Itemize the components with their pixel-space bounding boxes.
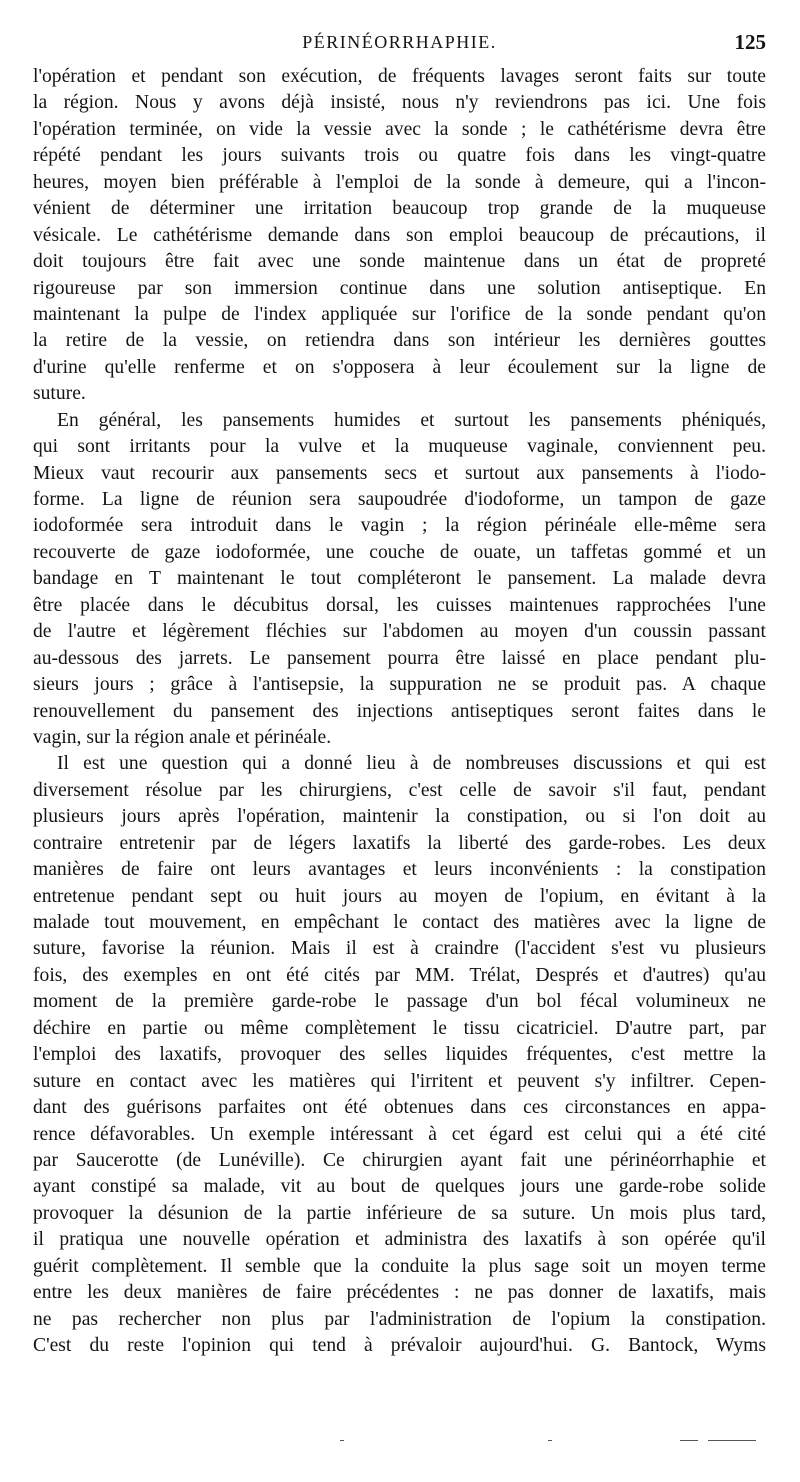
text-line: vésicale. Le cathétérisme demande dans son emploi beaucoup de précautions, il [33, 224, 766, 246]
text-line: forme. La ligne de réunion sera saupoudrée d'iodoforme, un tampon de gaze [33, 489, 766, 510]
text-line: heures, moyen bien préférable à l'emploi de la sonde à demeure, qui a l'incon- [33, 171, 766, 193]
text-line: qui sont irritants pour la vulve et la muqueuse vaginale, conviennent peu. [33, 436, 766, 458]
footer-mark [708, 1440, 756, 1441]
text-line: moment de la première garde-robe le passage d'un bol fécal volumineux ne [33, 991, 766, 1013]
text-line: rence défavorables. Un exemple intéressant à cet égard est celui qui a été cité [33, 1123, 766, 1145]
text-line: contraire entretenir par de légers laxatifs la liberté des garde-robes. Les deux [33, 832, 766, 854]
text-line: d'urine qu'elle renferme et on s'opposera à leur écoulement sur la ligne de [33, 356, 766, 378]
footer-printing-marks [0, 1440, 800, 1450]
text-line: malade tout mouvement, en empêchant le contact des matières avec la ligne de [33, 912, 766, 933]
paragraph [33, 408, 766, 752]
text-line: provoquer la désunion de la partie inférieure de sa suture. Un mois plus tard, [33, 1202, 766, 1224]
text-line: l'emploi des laxatifs, provoquer des selles liquides fréquentes, c'est mettre la [33, 1044, 766, 1066]
text-line: vagin, sur la région anale et périnéale. [33, 726, 332, 748]
text-line: de l'autre et légèrement fléchies sur l'abdomen au moyen d'un coussin passant [33, 621, 766, 643]
body-text [33, 64, 766, 1359]
text-line: l'opération et pendant son exécution, de fréquents lavages seront faits sur toute [33, 66, 766, 87]
page-number: 125 [734, 30, 766, 54]
text-line: bandage en T maintenant le tout compléteront le pansement. La malade devra [33, 568, 766, 590]
footer-mark [548, 1440, 552, 1441]
text-line: plusieurs jours après l'opération, maintenir la constipation, ou si l'on doit au [33, 806, 766, 828]
text-line: répété pendant les jours suivants trois ou quatre fois dans les vingt-quatre [33, 145, 766, 167]
running-title: PÉRINÉORRHAPHIE. [302, 32, 497, 52]
footer-mark [680, 1440, 698, 1441]
text-line: être placée dans le décubitus dorsal, les cuisses maintenues rapprochées l'une [33, 594, 766, 616]
text-line: par Saucerotte (de Lunéville). Ce chirurgien ayant fait une périnéorrhaphie et [33, 1149, 766, 1171]
text-line: au-dessous des jarrets. Le pansement pourra être laissé en place pendant plu- [33, 647, 766, 669]
text-line: En général, les pansements humides et surtout les pansements phéniqués, [57, 409, 766, 431]
text-line: diversement résolue par les chirurgiens, c'est celle de savoir s'il faut, pendant [33, 779, 766, 801]
text-line: manières de faire ont leurs avantages et leurs inconvénients : la constipation [33, 859, 766, 881]
text-line: renouvellement du pansement des injections antiseptiques seront faites dans le [33, 700, 766, 722]
text-line: maintenant la pulpe de l'index appliquée sur l'orifice de la sonde pendant qu'on [33, 303, 766, 325]
text-line: dant des guérisons parfaites ont été obtenues dans ces circonstances en appa- [33, 1097, 766, 1119]
text-line: entre les deux manières de faire précédentes : ne pas donner de laxatifs, mais [33, 1282, 766, 1304]
text-line: vénient de déterminer une irritation beaucoup trop grande de la muqueuse [33, 198, 766, 220]
running-head [33, 30, 766, 60]
paragraph [33, 751, 766, 1359]
text-line: Mieux vaut recourir aux pansements secs et surtout aux pansements à l'iodo- [33, 462, 766, 484]
text-line: entretenue pendant sept ou huit jours au moyen de l'opium, en évitant à la [33, 885, 766, 907]
text-line: suture en contact avec les matières qui l'irritent et peuvent s'y infiltrer. Cepen- [33, 1070, 766, 1092]
text-line: iodoformée sera introduit dans le vagin ; la région périnéale elle-même sera [33, 515, 766, 537]
text-line: suture, favorise la réunion. Mais il est à craindre (l'accident s'est vu plusieurs [33, 938, 766, 960]
footer-mark [340, 1440, 344, 1441]
text-line: guérit complètement. Il semble que la conduite la plus sage soit un moyen terme [33, 1255, 766, 1277]
text-line: la région. Nous y avons déjà insisté, nous n'y reviendrons pas ici. Une fois [33, 92, 766, 114]
text-line: ayant constipé sa malade, vit au bout de quelques jours une garde-robe solide [33, 1176, 766, 1198]
text-line: rigoureuse par son immersion continue dans une solution antiseptique. En [33, 277, 766, 299]
text-line: recouverte de gaze iodoformée, une couche de ouate, un taffetas gommé et un [33, 541, 766, 563]
text-line: il pratiqua une nouvelle opération et administra des laxatifs à son opérée qu'il [33, 1229, 766, 1251]
text-line: la retire de la vessie, on retiendra dans son intérieur les dernières gouttes [33, 330, 766, 352]
text-line: l'opération terminée, on vide la vessie avec la sonde ; le cathétérisme devra être [33, 118, 766, 140]
text-line: C'est du reste l'opinion qui tend à prévaloir aujourd'hui. G. Bantock, Wyms [33, 1335, 766, 1356]
text-line: Il est une question qui a donné lieu à de nombreuses discussions et qui est [57, 753, 766, 775]
text-line: ne pas rechercher non plus par l'administration de l'opium la constipation. [33, 1308, 766, 1330]
text-line: déchire en partie ou même complètement le tissu cicatriciel. D'autre part, par [33, 1017, 766, 1039]
paragraph [33, 64, 766, 408]
text-line: suture. [33, 383, 86, 405]
text-line: fois, des exemples en ont été cités par MM. Trélat, Després et d'autres) qu'au [33, 964, 766, 986]
text-line: sieurs jours ; grâce à l'antisepsie, la suppuration ne se produit pas. A chaque [33, 674, 766, 696]
text-line: doit toujours être fait avec une sonde maintenue dans un état de propreté [33, 251, 766, 273]
